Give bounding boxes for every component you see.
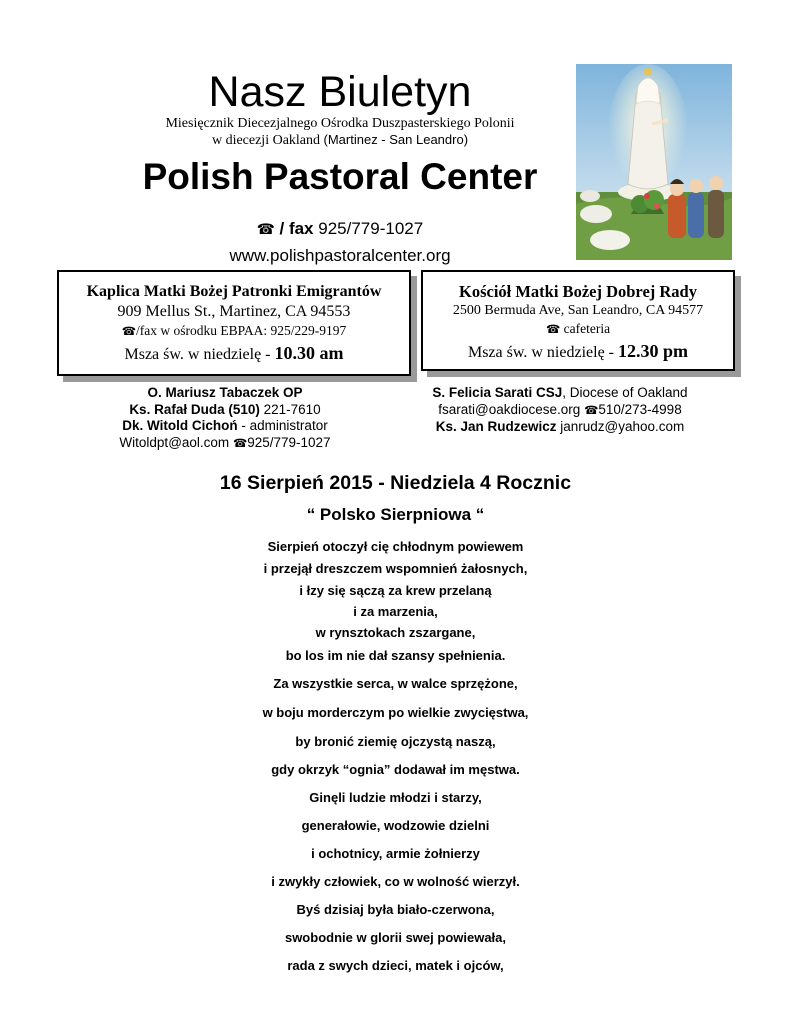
poem-line: Za wszystkie serca, w walce sprzężone, xyxy=(273,676,518,691)
staff-list-left xyxy=(100,385,350,452)
website-link[interactable]: www.polishpastoralcenter.org xyxy=(229,246,451,265)
poem-line: i ochotnicy, armie żołnierzy xyxy=(311,846,480,861)
chapel-info-box xyxy=(57,270,411,376)
chapel-fax-text: /fax w ośrodku EBPAA: 925/229-9197 xyxy=(136,323,347,338)
staff-name: O. Mariusz Tabaczek OP xyxy=(147,385,303,400)
staff-name: Ks. Rafał Duda (510) xyxy=(129,401,260,417)
chapel-name: Kaplica Matki Bożej Patronki Emigrantów xyxy=(86,283,382,300)
staff-line xyxy=(410,419,710,436)
diocese-locations: (Martinez - San Leandro) xyxy=(323,132,469,147)
date-heading: 16 Sierpień 2015 - Niedziela 4 Rocznic xyxy=(219,472,572,494)
poem-line: rada z swych dzieci, matek i ojców, xyxy=(287,958,504,973)
staff-affiliation: , Diocese of Oakland xyxy=(562,385,688,400)
phone-icon: ☎ xyxy=(545,324,561,336)
church-address: 2500 Bermuda Ave, San Leandro, CA 94577 xyxy=(452,303,704,318)
staff-phone: 510/273-4998 xyxy=(598,401,682,417)
chapel-mass-time: 10.30 am xyxy=(274,343,344,363)
poem-line: bo los im nie dał szansy spełnienia. xyxy=(285,648,506,663)
chapel-address: 909 Mellus St., Martinez, CA 94553 xyxy=(117,303,351,320)
poem-title: “ Polsko Sierpniowa “ xyxy=(306,505,485,524)
staff-line xyxy=(410,385,710,402)
staff-name: Dk. Witold Cichoń xyxy=(122,418,238,433)
staff-name: Ks. Jan Rudzewicz xyxy=(435,419,557,434)
bulletin-title: Nasz Biuletyn xyxy=(208,68,472,116)
poem-line: swobodnie w glorii swej powiewała, xyxy=(284,930,507,945)
staff-phone: 221-7610 xyxy=(263,401,321,417)
poem-line: Sierpień otoczył cię chłodnym powiewem xyxy=(267,539,524,554)
phone-fax-line xyxy=(190,218,490,241)
church-info-box xyxy=(421,270,735,371)
staff-line xyxy=(100,435,350,453)
poem-line: by bronić ziemię ojczystą naszą, xyxy=(295,734,496,749)
staff-email[interactable]: janrudz@yahoo.com xyxy=(560,419,685,434)
staff-line xyxy=(410,402,710,420)
phone-icon: ☎ xyxy=(256,222,275,238)
staff-line xyxy=(100,385,350,402)
poem-line: w boju morderczym po wielkie zwycięstwa, xyxy=(262,705,529,720)
staff-email[interactable]: Witoldpt@aol.com xyxy=(119,434,230,450)
poem-line: generałowie, wodzowie dzielni xyxy=(301,818,490,833)
poem-line: i za marzenia, xyxy=(353,604,438,619)
church-mass-time: 12.30 pm xyxy=(618,341,689,361)
diocese-line xyxy=(120,132,560,149)
diocese-text: w diecezji Oakland xyxy=(211,133,321,148)
phone-number: 925/779-1027 xyxy=(318,219,424,238)
phone-icon: ☎ xyxy=(121,326,137,338)
chapel-mass-label: Msza św. w niedzielę - xyxy=(124,346,271,363)
staff-line xyxy=(100,418,350,435)
fax-label: / fax xyxy=(279,219,314,238)
center-name: Polish Pastoral Center xyxy=(142,156,538,197)
staff-phone: 925/779-1027 xyxy=(247,434,331,450)
chapel-fax-line xyxy=(59,322,409,341)
church-name: Kościół Matki Bożej Dobrej Rady xyxy=(458,282,697,301)
staff-name: S. Felicia Sarati CSJ xyxy=(432,385,563,400)
bulletin-subtitle: Miesięcznik Diecezjalnego Ośrodka Duszpasterskiego Polonii xyxy=(165,116,515,131)
phone-icon: ☎ xyxy=(584,404,599,417)
church-mass-time-line xyxy=(423,339,733,365)
staff-email[interactable]: fsarati@oakdiocese.org xyxy=(438,401,581,417)
poem-line: Ginęli ludzie młodzi i starzy, xyxy=(309,790,482,805)
poem-line: Byś dzisiaj była biało-czerwona, xyxy=(296,902,495,917)
church-phone-line xyxy=(423,320,733,339)
church-mass-label: Msza św. w niedzielę - xyxy=(467,344,614,361)
chapel-mass-time-line xyxy=(59,341,409,367)
poem-line: gdy okrzyk “ognia” dodawał im męstwa. xyxy=(271,762,520,777)
phone-icon: ☎ xyxy=(232,437,248,450)
poem-line: i łzy się sączą za krew przelaną xyxy=(299,583,492,598)
staff-role: - administrator xyxy=(241,418,328,433)
poem-line: i zwykły człowiek, co w wolność wierzył. xyxy=(271,874,520,889)
staff-line xyxy=(100,402,350,419)
our-lady-of-fatima-image xyxy=(576,64,732,260)
church-phone-text: cafeteria xyxy=(563,321,611,336)
poem-line: i przejął dreszczem wspomnień żałosnych, xyxy=(263,561,528,576)
staff-list-right xyxy=(410,385,710,436)
poem-line: w rynsztokach zszargane, xyxy=(315,625,476,640)
